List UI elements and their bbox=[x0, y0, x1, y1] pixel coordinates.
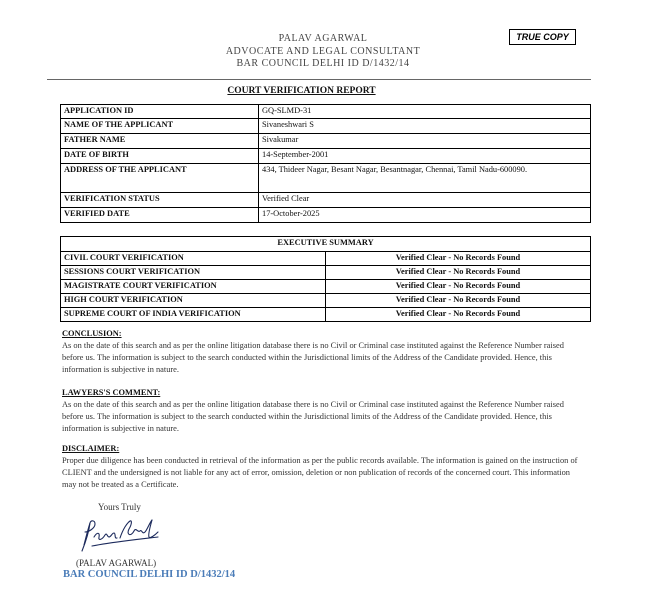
bar-council-id: BAR COUNCIL DELHI ID D/1432/14 bbox=[236, 58, 410, 69]
table-row bbox=[61, 280, 591, 294]
detail-value: 434, Thideer Nagar, Besant Nagar, Besantnagar, Chennai, Tamil Nadu-600090. bbox=[259, 164, 591, 193]
lawyer-comment-section bbox=[62, 387, 582, 435]
summary-value: Verified Clear - No Records Found bbox=[326, 294, 591, 308]
summary-value: Verified Clear - No Records Found bbox=[326, 266, 591, 280]
table-row bbox=[61, 208, 591, 223]
table-row bbox=[61, 164, 591, 193]
table-row bbox=[61, 105, 591, 119]
detail-value: GQ-SLMD-31 bbox=[259, 105, 591, 119]
summary-value: Verified Clear - No Records Found bbox=[326, 308, 591, 322]
conclusion-text: As on the date of this search and as per the online litigation database there is no Civil or Criminal case instituted against the Reference Number raised before us. The information is subject to the search conducted within the Jurisdictional limits of the Address of the Candidate provided. Hence, this information is subjective in nature. bbox=[62, 341, 564, 374]
table-row bbox=[61, 134, 591, 149]
table-row bbox=[61, 119, 591, 134]
advocate-name: PALAV AGARWAL bbox=[278, 33, 368, 44]
summary-title: EXECUTIVE SUMMARY bbox=[61, 237, 591, 252]
detail-value: 17-October-2025 bbox=[259, 208, 591, 223]
table-row bbox=[61, 149, 591, 164]
summary-label: SUPREME COURT OF INDIA VERIFICATION bbox=[61, 308, 326, 322]
detail-label: APPLICATION ID bbox=[61, 105, 259, 119]
detail-value: 14-September-2001 bbox=[259, 149, 591, 164]
table-row bbox=[61, 252, 591, 266]
detail-label: VERIFICATION STATUS bbox=[61, 193, 259, 208]
detail-label: ADDRESS OF THE APPLICANT bbox=[61, 164, 259, 193]
disclaimer-section bbox=[62, 443, 582, 491]
summary-label: SESSIONS COURT VERIFICATION bbox=[61, 266, 326, 280]
disclaimer-text: Proper due diligence has been conducted in retrieval of the information as per the public records available. The information is gained on the instruction of CLIENT and the undersigned is not liable for any act of error, omission, deletion or non publication of records of the concerned court. This information may not be treated as a Certificate. bbox=[62, 456, 578, 489]
lawyer-comment-heading: LAWYERS'S COMMENT: bbox=[62, 388, 161, 397]
applicant-details-table bbox=[60, 104, 591, 223]
report-title: COURT VERIFICATION REPORT bbox=[227, 86, 376, 96]
summary-value: Verified Clear - No Records Found bbox=[326, 280, 591, 294]
signatory-name: (PALAV AGARWAL) bbox=[76, 558, 157, 568]
conclusion-heading: CONCLUSION: bbox=[62, 329, 122, 338]
summary-label: MAGISTRATE COURT VERIFICATION bbox=[61, 280, 326, 294]
summary-value: Verified Clear - No Records Found bbox=[326, 252, 591, 266]
disclaimer-heading: DISCLAIMER: bbox=[62, 444, 120, 453]
executive-summary-table bbox=[60, 236, 591, 322]
signature-icon bbox=[76, 515, 166, 555]
detail-label: NAME OF THE APPLICANT bbox=[61, 119, 259, 134]
table-row bbox=[61, 266, 591, 280]
table-row bbox=[61, 294, 591, 308]
detail-label: FATHER NAME bbox=[61, 134, 259, 149]
table-row bbox=[61, 193, 591, 208]
table-row bbox=[61, 237, 591, 252]
summary-label: HIGH COURT VERIFICATION bbox=[61, 294, 326, 308]
summary-label: CIVIL COURT VERIFICATION bbox=[61, 252, 326, 266]
detail-value: Sivaneshwari S bbox=[259, 119, 591, 134]
footer-bar-council-id: BAR COUNCIL DELHI ID D/1432/14 bbox=[63, 569, 236, 580]
true-copy-stamp: TRUE COPY bbox=[509, 29, 576, 45]
detail-label: DATE OF BIRTH bbox=[61, 149, 259, 164]
table-row bbox=[61, 308, 591, 322]
detail-label: VERIFIED DATE bbox=[61, 208, 259, 223]
closing-salutation: Yours Truly bbox=[98, 502, 141, 512]
detail-value: Verified Clear bbox=[259, 193, 591, 208]
header-divider bbox=[47, 79, 591, 80]
lawyer-comment-text: As on the date of this search and as per the online litigation database there is no Civil or Criminal case instituted against the Reference Number raised before us. The information is subject to the search conducted within the Jurisdictional limits of the Address of the Candidate provided. Hence, this information is subjective in nature. bbox=[62, 400, 564, 433]
detail-value: Sivakumar bbox=[259, 134, 591, 149]
advocate-role: ADVOCATE AND LEGAL CONSULTANT bbox=[225, 45, 421, 57]
conclusion-section bbox=[62, 328, 582, 376]
